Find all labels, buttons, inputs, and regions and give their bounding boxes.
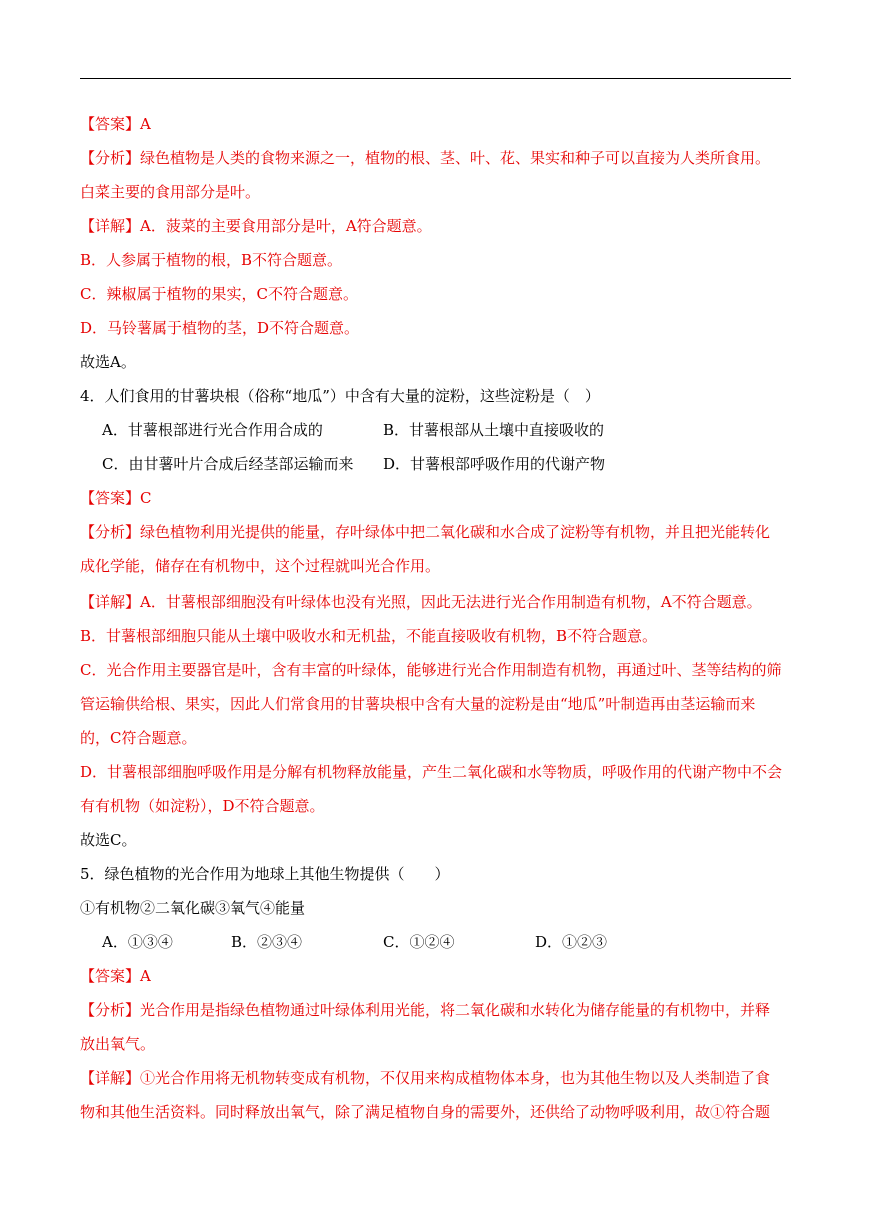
answer-option: A．甘薯根部进行光合作用合成的: [102, 421, 323, 439]
text-line: 放出氧气。: [80, 1035, 156, 1053]
text-line: 故选A。: [80, 353, 136, 371]
text-line: 成化学能，储存在有机物中，这个过程就叫光合作用。: [80, 557, 441, 575]
text-line: 管运输供给根、果实，因此人们常食用的甘薯块根中含有大量的淀粉是由“地瓜”叶制造再由茎运输而来: [80, 695, 756, 713]
answer-option: D．①②③: [535, 933, 608, 951]
answer-option: C．由甘薯叶片合成后经茎部运输而来: [102, 455, 354, 473]
text-line: 物和其他生活资料。同时释放出氧气，除了满足植物自身的需要外，还供给了动物呼吸利用，故①符合题: [80, 1103, 771, 1121]
text-line: 【分析】绿色植物是人类的食物来源之一，植物的根、茎、叶、花、果实和种子可以直接为人类所食用。: [80, 149, 771, 167]
text-line: 有有机物（如淀粉），D不符合题意。: [80, 797, 325, 815]
text-line: 【详解】A．菠菜的主要食用部分是叶，A符合题意。: [80, 217, 432, 235]
answer-option: A．①③④: [102, 933, 173, 951]
text-line: 的，C符合题意。: [80, 729, 197, 747]
text-line: 故选C。: [80, 831, 137, 849]
text-line: D．马铃薯属于植物的茎，D不符合题意。: [80, 319, 360, 337]
text-line: C．光合作用主要器官是叶，含有丰富的叶绿体，能够进行光合作用制造有机物，再通过叶、茎等结构的筛: [80, 661, 782, 679]
text-line: B．甘薯根部细胞只能从土壤中吸收水和无机盐，不能直接吸收有机物，B不符合题意。: [80, 627, 658, 645]
text-line: 【详解】①光合作用将无机物转变成有机物，不仅用来构成植物体本身，也为其他生物以及人类制造了食: [80, 1069, 771, 1087]
answer-option: B．甘薯根部从土壤中直接吸收的: [383, 421, 605, 439]
text-line: B．人参属于植物的根，B不符合题意。: [80, 251, 343, 269]
text-line: 【答案】C: [80, 489, 152, 507]
text-line: 【分析】绿色植物利用光提供的能量，存叶绿体中把二氧化碳和水合成了淀粉等有机物，并且把光能转化: [80, 523, 771, 541]
header-rule: [80, 78, 791, 79]
text-line: C．辣椒属于植物的果实，C不符合题意。: [80, 285, 358, 303]
answer-option: D．甘薯根部呼吸作用的代谢产物: [383, 455, 606, 473]
text-line: D．甘薯根部细胞呼吸作用是分解有机物释放能量，产生二氧化碳和水等物质，呼吸作用的代谢产物中不会: [80, 763, 783, 781]
text-line: 【答案】A: [80, 115, 151, 133]
text-line: 【详解】A．甘薯根部细胞没有叶绿体也没有光照，因此无法进行光合作用制造有机物，A不符合题意。: [80, 593, 762, 611]
text-line: 白菜主要的食用部分是叶。: [80, 183, 261, 201]
text-line: 5．绿色植物的光合作用为地球上其他生物提供（ ）: [80, 865, 450, 883]
text-line: 【分析】光合作用是指绿色植物通过叶绿体利用光能，将二氧化碳和水转化为储存能量的有机物中，并释: [80, 1001, 771, 1019]
text-line: 4．人们食用的甘薯块根（俗称“地瓜”）中含有大量的淀粉，这些淀粉是（ ）: [80, 387, 600, 405]
answer-option: C．①②④: [383, 933, 455, 951]
text-line: 【答案】A: [80, 967, 151, 985]
text-line: ①有机物②二氧化碳③氧气④能量: [80, 899, 306, 917]
answer-option: B．②③④: [231, 933, 303, 951]
